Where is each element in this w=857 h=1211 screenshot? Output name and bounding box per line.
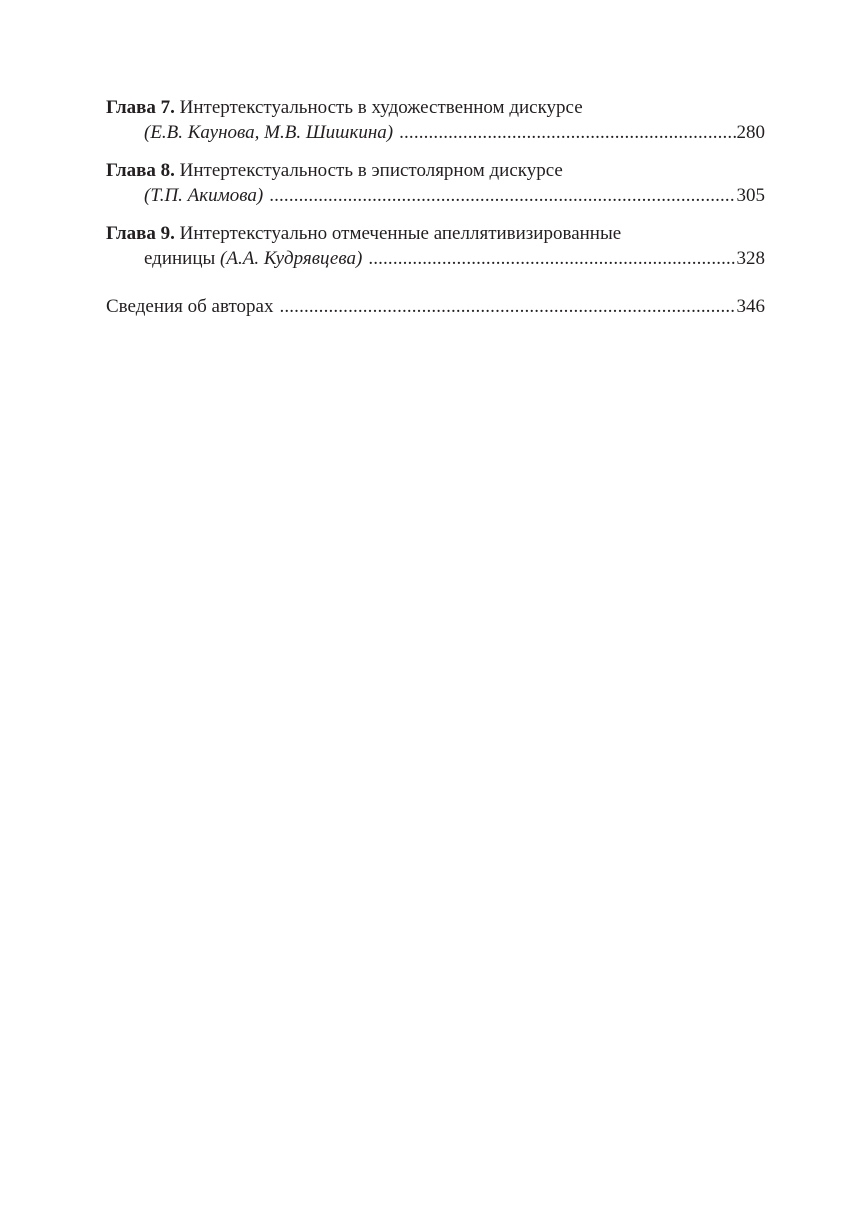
toc-entry-about-authors[interactable]	[106, 294, 765, 319]
table-of-contents	[106, 95, 765, 319]
toc-entry-chapter-7[interactable]	[106, 95, 765, 145]
chapter-title: Интертекстуальность в эпистолярном дискурсе	[179, 160, 563, 181]
chapter-title: Интертекстуальность в художественном дискурсе	[179, 97, 583, 118]
dot-leader	[368, 246, 735, 271]
chapter-authors: (Е.В. Каунова, М.В. Шишкина)	[144, 122, 394, 143]
section-title: Сведения об авторах	[106, 296, 274, 317]
dot-leader	[399, 120, 735, 145]
chapter-label: Глава 8.	[106, 160, 175, 181]
toc-entry-authors-line	[106, 246, 765, 271]
toc-entry-authors-line	[106, 183, 765, 208]
toc-entry-title-line	[106, 294, 765, 319]
toc-entry-title-line	[106, 158, 765, 183]
dot-leader	[279, 294, 735, 319]
toc-entry-chapter-8[interactable]	[106, 158, 765, 208]
chapter-authors: (Т.П. Акимова)	[144, 185, 264, 206]
chapter-authors: (А.А. Кудрявцева)	[220, 248, 363, 269]
toc-entry-chapter-9[interactable]	[106, 221, 765, 271]
page-number: 328	[736, 248, 765, 269]
chapter-label: Глава 9.	[106, 223, 175, 244]
chapter-title-continued: единицы	[144, 248, 216, 269]
toc-entry-authors-line	[106, 120, 765, 145]
toc-entry-title-line	[106, 221, 765, 246]
toc-entry-title-line	[106, 95, 765, 120]
page-number: 280	[736, 122, 765, 143]
chapter-title: Интертекстуально отмеченные апеллятивизированные	[179, 223, 622, 244]
page-number: 305	[736, 185, 765, 206]
page-number: 346	[736, 296, 765, 317]
chapter-label: Глава 7.	[106, 97, 175, 118]
dot-leader	[269, 183, 735, 208]
